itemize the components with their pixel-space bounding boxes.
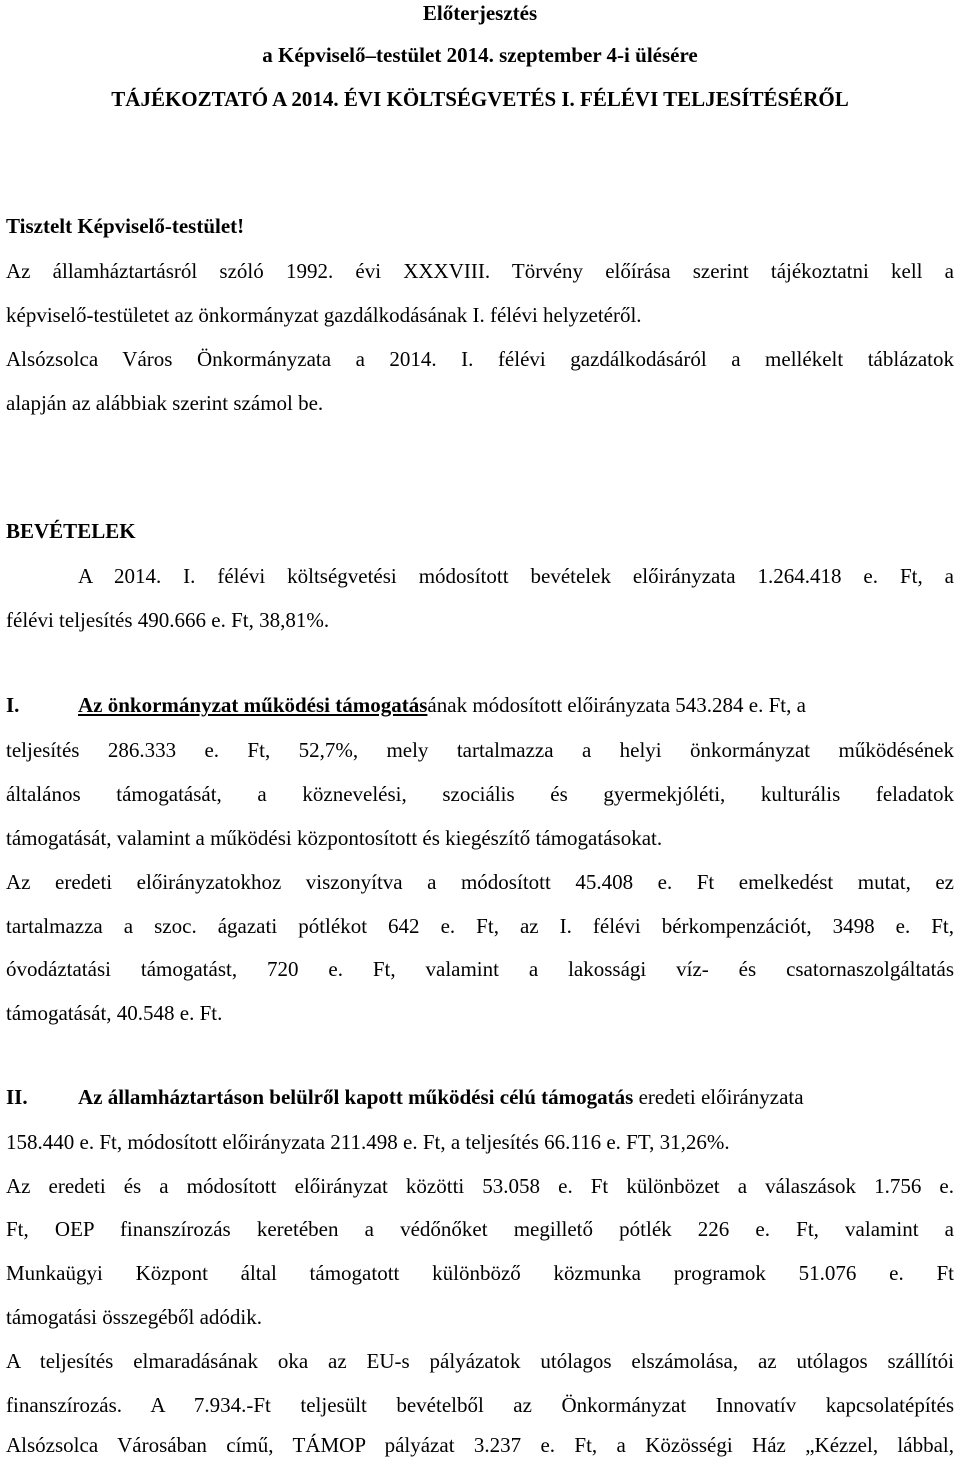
section-2-line: Alsózsolca Városában című, TÁMOP pályázat 3.237 e. Ft, a Közösségi Ház „Kézzel, lábbal,	[6, 1433, 954, 1457]
document-title: Előterjesztés	[422, 1, 538, 25]
section-1-line: teljesítés 286.333 e. Ft, 52,7%, mely tartalmazza a helyi önkormányzat működésének	[6, 738, 954, 762]
intro-line-4: alapján az alábbiak szerint számol be.	[6, 391, 324, 415]
section-2-number: II.	[6, 1085, 28, 1109]
section-2-line: 158.440 e. Ft, módosított előirányzata 211.498 e. Ft, a teljesítés 66.116 e. FT, 31,26%.	[6, 1130, 730, 1154]
section-2-first-rest: eredeti előirányzata	[633, 1085, 804, 1109]
section-1-first-line	[6, 692, 954, 718]
section-1-line: Az eredeti előirányzatokhoz viszonyítva a módosított 45.408 e. Ft emelkedést mutat, ez	[6, 870, 954, 894]
section-1-line: óvodáztatási támogatást, 720 e. Ft, valamint a lakossági víz- és csatornaszolgáltatás	[6, 957, 954, 981]
section-1-line: támogatását, 40.548 e. Ft.	[6, 1001, 223, 1025]
meeting-line: a Képviselő–testület 2014. szeptember 4-i ülésére	[262, 43, 698, 67]
salutation: Tisztelt Képviselő-testület!	[6, 214, 245, 238]
section-1-line: tartalmazza a szoc. ágazati pótlékot 642 e. Ft, az I. félévi bérkompenzációt, 3498 e. Ft,	[6, 914, 954, 938]
section-1-number: I.	[6, 693, 20, 717]
revenues-line-1: A 2014. I. félévi költségvetési módosított bevételek előirányzata 1.264.418 e. Ft, a	[78, 564, 954, 588]
subject-line: TÁJÉKOZTATÓ A 2014. ÉVI KÖLTSÉGVETÉS I. FÉLÉVI TELJESÍTÉSÉRŐL	[111, 87, 849, 111]
intro-line-3: Alsózsolca Város Önkormányzata a 2014. I. félévi gazdálkodásáról a mellékelt táblázatok	[6, 347, 954, 371]
section-2-line: támogatási összegéből adódik.	[6, 1305, 263, 1329]
section-2-line: finanszírozás. A 7.934.-Ft teljesült bevételből az Önkormányzat Innovatív kapcsolatépítés	[6, 1393, 954, 1417]
intro-line-1: Az államháztartásról szóló 1992. évi XXXVIII. Törvény előírása szerint tájékoztatni kell a	[6, 259, 954, 283]
revenues-line-2: félévi teljesítés 490.666 e. Ft, 38,81%.	[6, 608, 330, 632]
section-2-line: A teljesítés elmaradásának oka az EU-s pályázatok utólagos elszámolása, az utólagos szállítói	[6, 1349, 954, 1373]
section-1-line: általános támogatását, a köznevelési, szociális és gyermekjóléti, kulturális feladatok	[6, 782, 954, 806]
intro-line-2: képviselő-testületet az önkormányzat gazdálkodásának I. félévi helyzetéről.	[6, 303, 642, 327]
section-2-line: Munkaügyi Központ által támogatott különböző közmunka programok 51.076 e. Ft	[6, 1261, 954, 1285]
section-1-first-rest: ának módosított előirányzata 543.284 e. Ft, a	[427, 693, 806, 717]
section-1-bold-heading: Az önkormányzat működési támogatás	[78, 693, 428, 717]
revenues-heading: BEVÉTELEK	[6, 519, 136, 543]
section-2-first-line	[6, 1084, 954, 1110]
section-1-line: támogatását, valamint a működési központosított és kiegészítő támogatásokat.	[6, 826, 663, 850]
section-2-line: Ft, OEP finanszírozás keretében a védőnőket megillető pótlék 226 e. Ft, valamint a	[6, 1217, 954, 1241]
section-2-line: Az eredeti és a módosított előirányzat közötti 53.058 e. Ft különbözet a válaszások 1.756 e.	[6, 1174, 954, 1198]
section-2-bold-heading: Az államháztartáson belülről kapott működési célú támogatás	[78, 1085, 634, 1109]
